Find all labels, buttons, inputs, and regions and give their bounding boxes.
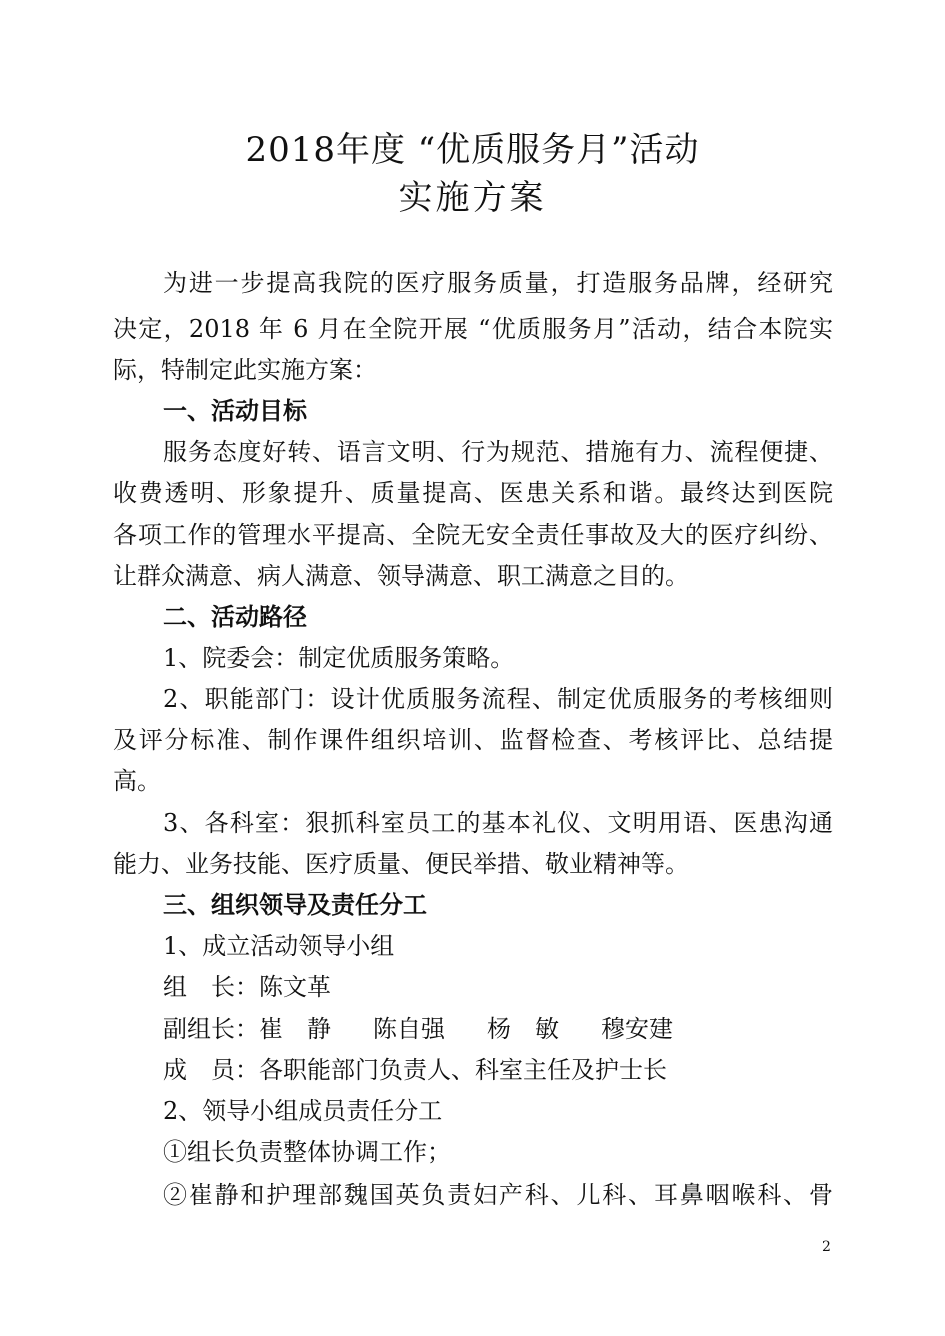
deputy-label: 副组长：: [163, 1015, 259, 1043]
duty-item-1: ①组长负责整体协调工作；: [163, 1138, 451, 1166]
section-heading-goals: 一、活动目标: [163, 396, 307, 425]
members-row: [163, 1055, 667, 1085]
goals-line-4: 让群众满意、病人满意、领导满意、职工满意之目的。: [113, 562, 689, 590]
intro-line-2: 决定，2018 年 6 月在全院开展 “优质服务月”活动，结合本院实: [113, 315, 833, 343]
path-item-1: 1、院委会：制定优质服务策略。: [163, 644, 515, 672]
path-item-3-line-2: 能力、业务技能、医疗质量、便民举措、敬业精神等。: [113, 850, 689, 878]
organization-sub-2: 2、领导小组成员责任分工: [163, 1097, 443, 1125]
leader-name: 陈文革: [259, 973, 331, 1001]
section-heading-path: 二、活动路径: [163, 602, 307, 631]
deputy-name: 崔 静: [259, 1015, 331, 1043]
section-heading-organization: 三、组织领导及责任分工: [163, 890, 427, 919]
organization-sub-1: 1、成立活动领导小组: [163, 932, 395, 960]
path-item-3-line-1: 3、各科室：狠抓科室员工的基本礼仪、文明用语、医患沟通: [163, 809, 833, 837]
path-item-2-line-1: 2、职能部门：设计优质服务流程、制定优质服务的考核细则: [163, 685, 833, 713]
deputy-row: [163, 1014, 673, 1044]
goals-line-1: 服务态度好转、语言文明、行为规范、措施有力、流程便捷、: [163, 438, 833, 466]
intro-line-3: 际，特制定此实施方案：: [113, 356, 377, 384]
members-label: 成 员：: [163, 1056, 259, 1084]
goals-line-3: 各项工作的管理水平提高、全院无安全责任事故及大的医疗纠纷、: [113, 521, 833, 549]
leader-row: [163, 972, 331, 1002]
duty-item-2: ②崔静和护理部魏国英负责妇产科、儿科、耳鼻咽喉科、骨: [163, 1181, 833, 1209]
members-text: 各职能部门负责人、科室主任及护士长: [259, 1056, 667, 1084]
path-item-2-line-2: 及评分标准、制作课件组织培训、监督检查、考核评比、总结提: [113, 726, 833, 754]
intro-line-1: 为进一步提高我院的医疗服务质量，打造服务品牌，经研究: [163, 269, 833, 297]
path-item-2-line-3: 高。: [113, 767, 161, 795]
deputy-name: 穆安建: [601, 1015, 673, 1043]
deputy-name: 杨 敏: [487, 1015, 559, 1043]
leader-label: 组 长：: [163, 973, 259, 1001]
deputy-name: 陈自强: [373, 1015, 445, 1043]
document-subtitle: 实施方案: [398, 178, 547, 218]
goals-line-2: 收费透明、形象提升、质量提高、医患关系和谐。最终达到医院: [113, 479, 833, 507]
page-number: 2: [822, 1239, 831, 1255]
document-title: 2018年度 “优质服务月”活动: [245, 130, 700, 170]
